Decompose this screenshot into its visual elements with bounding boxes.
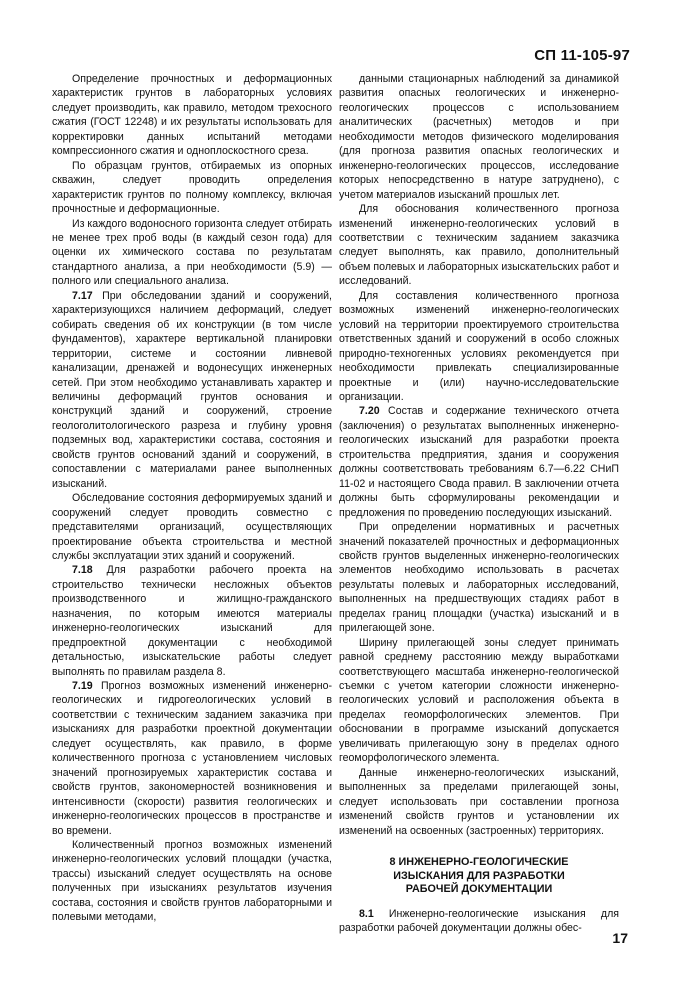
page-number: 17 [612, 930, 628, 946]
paragraph [339, 766, 619, 838]
paragraph [52, 491, 332, 563]
section-heading-line: ИЗЫСКАНИЯ ДЛЯ РАЗРАБОТКИ [393, 869, 565, 882]
paragraph [339, 202, 619, 289]
paragraph-text: Прогноз возможных изменений инженерно-геологических и гидрогеологических условий в соответствии с техническим заданием заказчика при изысканиях для разработки проектной документации следует осуществлять, как правило, в форме количественного прогноза с установлением числовых значений прогнозируемых характеристик состава и свойств грунтов, закономерностей возникновения и интенсивности (скорости) развития геологических и инженерно-геологических процессов в пространстве и во времени. [52, 680, 332, 837]
document-code-header: СП 11-105-97 [534, 47, 630, 64]
paragraph [52, 159, 332, 217]
paragraph-text: При определении нормативных и расчетных значений показателей прочностных и деформационных свойств грунтов выделенных инженерно-геологических элементов необходимо использовать в расчетах результаты полевых и лабораторных исследований, выполненных на предшествующих стадиях работ в пределах границ площадки (участка) изысканий и в прилегающей зоне. [339, 521, 619, 635]
paragraph-text: Определение прочностных и деформационных характеристик грунтов в лабораторных условиях следует производить, как правило, методом трехосного сжатия (ГОСТ 12248) и их результаты использовать для корректировки данных испытаний методами компрессионного сжатия и одноплоскостного среза. [52, 73, 332, 158]
paragraph-text: Состав и содержание технического отчета (заключения) о результатах выполненных инженерно-геологических изысканий для разработки проекта строительства предприятия, здания и сооружения должны соответствовать требованиям 6.7—6.22 СНиП 11-02 и настоящего Свода правил. В заключении отчета должны быть сформулированы рекомендации и предложения по проведению последующих изысканий. [339, 405, 619, 519]
paragraph-text: данными стационарных наблюдений за динамикой развития опасных геологических и инженерно-геологических процессов с использованием аналитических (расчетных) методов и при необходимости методов физического моделирования (для прогноза развития опасных геологических и инженерно-геологических процессов, исследование которых непосредственно в натуре затруднено), с учетом материалов изысканий прошлых лет. [339, 73, 619, 201]
clause-paragraph [52, 563, 332, 679]
paragraph [339, 636, 619, 766]
clause-number: 8.1 [359, 907, 374, 920]
left-text-column [52, 72, 332, 925]
clause-paragraph [339, 404, 619, 520]
section-heading-line: 8 ИНЖЕНЕРНО-ГЕОЛОГИЧЕСКИЕ [389, 856, 569, 869]
paragraph-text: При обследовании зданий и сооружений, характеризующихся наличием деформаций, следует собирать сведения об их конструкции (в том числе фундаментов), характере вертикальной планировки территории, системе и состоянии ливневой канализации, дренажей и водонесущих инженерных сетей. При этом необходимо устанавливать характер и величины деформаций грунтов основания и конструкций зданий и сооружений, строение геологолитологического разреза и глубину уровня подземных вод, характеристики состава, состояния и свойств грунтов оснований зданий и сооружений, в сопоставлении с материалами ранее выполненных изысканий. [52, 289, 332, 490]
clause-paragraph [339, 907, 619, 936]
paragraph-text: Для составления количественного прогноза возможных изменений инженерно-геологических условий на территории проектируемого строительства ответственных зданий и сооружений в особо сложных природно-техногенных условиях рекомендуется при необходимости привлекать специализированные проектные и (или) научно-исследовательские организации. [339, 289, 619, 403]
clause-paragraph [52, 289, 332, 491]
paragraph [52, 217, 332, 289]
clause-number: 7.17 [72, 289, 93, 302]
paragraph [339, 72, 619, 202]
paragraph-text: Обследование состояния деформируемых зданий и сооружений следует проводить совместно с представителями организаций, осуществляющих проектирование объекта строительства и местной службы эксплуатации этих зданий и сооружений. [52, 492, 332, 562]
clause-number: 7.18 [72, 564, 93, 577]
paragraph-text: Инженерно-геологические изыскания для разработки рабочей документации должны обес- [339, 907, 619, 934]
paragraph-text: Количественный прогноз возможных изменений инженерно-геологических условий площадки (участка, трассы) изысканий следует осуществлять на основе полученных при изысканиях результатов изучения состава, состояния и свойств грунтов лабораторными и полевыми методами, [52, 839, 332, 924]
paragraph [52, 838, 332, 925]
paragraph-text: Из каждого водоносного горизонта следует отбирать не менее трех проб воды (в каждый сезон года) для оценки их химического состава по результатам стандартного анализа, а при необходимости (5.9) — полного или специального анализа. [52, 217, 332, 288]
paragraph-text: Ширину прилегающей зоны следует принимать равной среднему расстоянию между выработками соответствующего масштаба инженерно-геологической съемки с учетом категории сложности инженерно-геологических условий и расположения объекта в пределах геоморфологических элементов. При обосновании в программе изысканий допускается увеличивать прилегающую зону в пределах одного геоморфологического элемента. [339, 636, 619, 765]
section-heading-line: РАБОЧЕЙ ДОКУМЕНТАЦИИ [405, 883, 553, 896]
paragraph [339, 520, 619, 636]
clause-number: 7.20 [359, 405, 380, 418]
right-text-column [339, 72, 619, 935]
section-heading [339, 856, 619, 897]
paragraph-text: Для разработки рабочего проекта на строительство технически несложных объектов производственного и жилищно-гражданского назначения, по которым имеются материалы инженерно-геологических изысканий для предпроектной документации с необходимой детальностью, изыскательские работы следует выполнять по правилам раздела 8. [52, 564, 332, 678]
paragraph [339, 289, 619, 405]
paragraph [52, 72, 332, 159]
clause-paragraph [52, 679, 332, 838]
paragraph-text: Данные инженерно-геологических изысканий, выполненных за пределами прилегающей зоны, следует использовать при составлении прогноза изменений свойств грунтов и установлении их изменений на освоенных (застроенных) территориях. [339, 766, 619, 837]
paragraph-text: Для обоснования количественного прогноза изменений инженерно-геологических условий в соответствии с техническим заданием заказчика следует выполнять, как правило, дополнительный объем полевых и лабораторных изыскательских работ и исследований. [339, 203, 619, 288]
paragraph-text: По образцам грунтов, отбираемых из опорных скважин, следует проводить определения характеристик грунтов по полному комплексу, включая прочностные и деформационные. [52, 159, 332, 216]
clause-number: 7.19 [72, 680, 93, 693]
